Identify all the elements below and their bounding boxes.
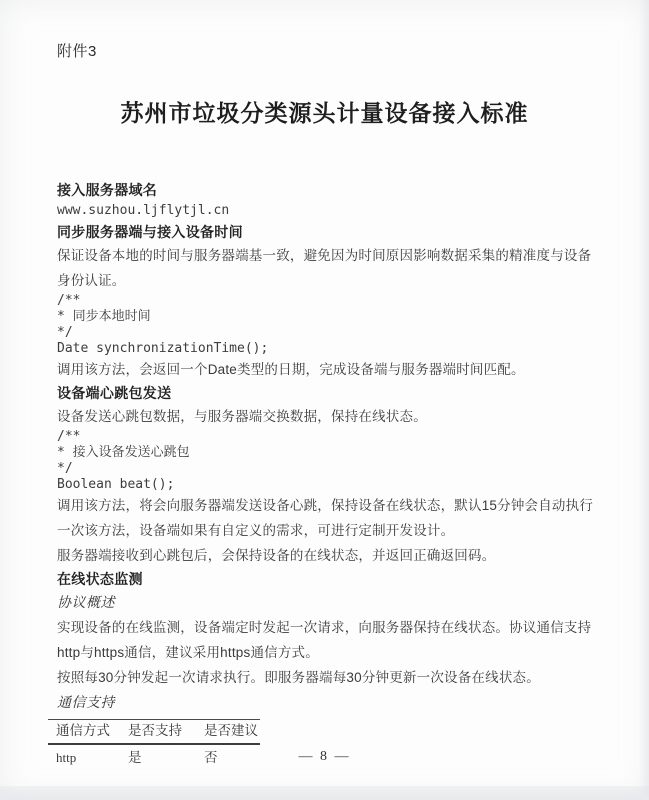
code-statement: Boolean beat(); bbox=[57, 477, 175, 492]
code-comment-text: * 接入设备发送心跳包 bbox=[57, 445, 190, 460]
table-header-supported: 是否支持 bbox=[128, 723, 182, 738]
page-number: — 8 — bbox=[298, 749, 351, 764]
table-header-recommended: 是否建议 bbox=[204, 723, 258, 738]
heading-online-monitoring: 在线状态监测 bbox=[57, 571, 143, 587]
document-title: 苏州市垃圾分类源头计量设备接入标准 bbox=[120, 100, 529, 126]
subheading-protocol-overview: 协议概述 bbox=[57, 594, 115, 610]
server-domain-url: www.suzhou.ljflytjl.cn bbox=[57, 203, 230, 218]
heading-time-sync: 同步服务器端与接入设备时间 bbox=[57, 224, 243, 240]
table-cell-recommended: 否 bbox=[204, 750, 218, 765]
code-comment-close: */ bbox=[57, 461, 73, 476]
scan-edge-shadow bbox=[639, 0, 649, 800]
table-cell-supported: 是 bbox=[128, 750, 142, 765]
code-comment-open: /** bbox=[57, 429, 81, 444]
code-block-time-sync bbox=[57, 293, 594, 357]
heading-server-domain: 接入服务器域名 bbox=[57, 182, 158, 198]
scan-bottom-band bbox=[0, 786, 649, 800]
paragraph-time-sync-intro: 保证设备本地的时间与服务器端基一致，避免因为时间原因影响数据采集的精准度与设备身份认证。 bbox=[57, 248, 592, 288]
paragraph-heartbeat-intro: 设备发送心跳包数据，与服务器端交换数据，保持在线状态。 bbox=[57, 409, 427, 424]
paragraph-protocol-body-1: 实现设备的在线监测，设备端定时发起一次请求，向服务器保持在线状态。协议通信支持http与https通信，建议采用https通信方式。 bbox=[57, 620, 592, 660]
table-header-comm-method: 通信方式 bbox=[56, 723, 110, 738]
paragraph-time-sync-explanation: 调用该方法，会返回一个Date类型的日期，完成设备端与服务器端时间匹配。 bbox=[57, 362, 525, 377]
attachment-label: 附件3 bbox=[57, 43, 97, 60]
paragraph-protocol-body-2: 按照每30分钟发起一次请求执行。即服务器端每30分钟更新一次设备在线状态。 bbox=[57, 670, 540, 685]
code-comment-text: * 同步本地时间 bbox=[57, 309, 151, 324]
paragraph-heartbeat-server-response: 服务器端接收到心跳包后，会保持设备的在线状态，并返回正确返回码。 bbox=[57, 548, 496, 563]
subheading-comm-support: 通信支持 bbox=[57, 694, 115, 710]
code-comment-close: */ bbox=[57, 325, 73, 340]
document-body bbox=[57, 179, 594, 769]
table-header-row bbox=[48, 720, 260, 745]
heading-heartbeat: 设备端心跳包发送 bbox=[57, 385, 172, 401]
code-block-heartbeat bbox=[57, 429, 594, 493]
code-comment-open: /** bbox=[57, 293, 81, 308]
paragraph-heartbeat-explanation: 调用该方法，将会向服务器端发送设备心跳，保持设备在线状态，默认15分钟会自动执行一次该方法，设备端如果有自定义的需求，可进行定制开发设计。 bbox=[57, 498, 594, 538]
code-statement: Date synchronizationTime(); bbox=[57, 341, 269, 356]
table-cell-comm-method: http bbox=[56, 750, 77, 765]
